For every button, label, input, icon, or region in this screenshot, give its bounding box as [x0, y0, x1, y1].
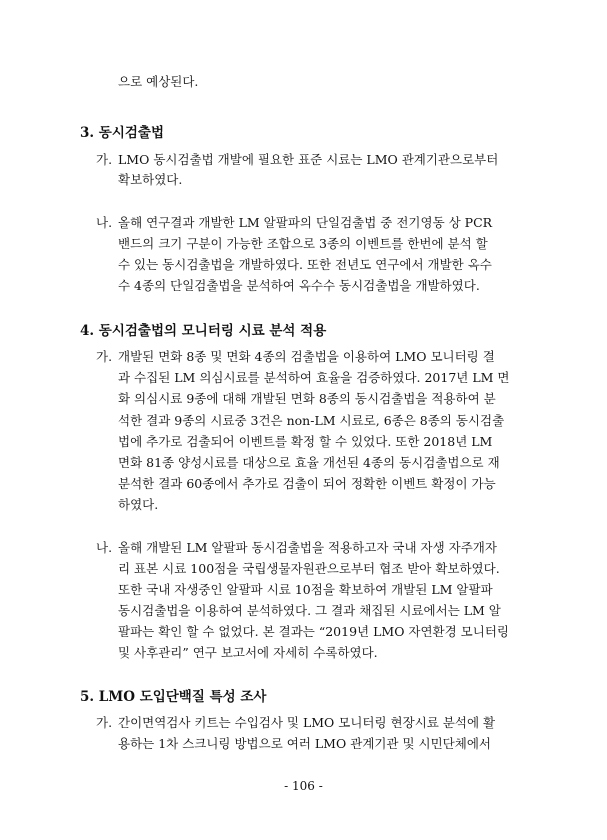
paragraph-line: 개발된 면화 8종 및 면화 4종의 검출법을 이용하여 LMO 모니터링 결	[118, 349, 495, 364]
paragraph-line: 수 4종의 단일검출법을 분석하여 옥수수 동시검출법을 개발하였다.	[118, 278, 480, 293]
item-marker: 나.	[96, 540, 113, 555]
paragraph-line: 올해 연구결과 개발한 LM 알팔파의 단일검출법 중 전기영동 상 PCR	[118, 215, 493, 230]
paragraph-line: 확보하였다.	[118, 172, 183, 187]
paragraph-line: 과 수집된 LM 의심시료를 분석하여 효율을 검증하였다. 2017년 LM 면	[118, 370, 510, 385]
paragraph-line: 으로 예상된다.	[118, 74, 199, 89]
paragraph-line: 분석한 결과 60종에서 추가로 검출이 되어 정확한 이벤트 확정이 가능	[118, 476, 496, 491]
page-number: - 106 -	[284, 779, 323, 793]
paragraph-line: 올해 개발된 LM 알팔파 동시검출법을 적용하고자 국내 자생 자주개자	[118, 540, 497, 555]
section-heading: 5. LMO 도입단백질 특성 조사	[80, 689, 267, 705]
item-marker: 가.	[96, 349, 113, 364]
paragraph-line: 리 표본 시료 100점을 국립생물자원관으로부터 협조 받아 확보하였다.	[118, 561, 500, 576]
paragraph-line: LMO 동시검출법 개발에 필요한 표준 시료는 LMO 관계기관으로부터	[118, 152, 499, 167]
paragraph-line: 팔파는 확인 할 수 없었다. 본 결과는 “2019년 LMO 자연환경 모니터링	[118, 624, 509, 639]
section-heading: 3. 동시검출법	[80, 125, 164, 141]
paragraph-line: 및 사후관리” 연구 보고서에 자세히 수록하였다.	[118, 645, 378, 660]
item-marker: 가.	[96, 715, 113, 730]
paragraph-line: 하였다.	[118, 497, 159, 512]
item-marker: 가.	[96, 152, 113, 167]
section-heading: 4. 동시검출법의 모니터링 시료 분석 적용	[80, 323, 327, 339]
paragraph-line: 석한 결과 9종의 시료중 3건은 non-LM 시료로, 6종은 8종의 동시검출	[118, 413, 505, 428]
paragraph-line: 수 있는 동시검출법을 개발하였다. 또한 전년도 연구에서 개발한 옥수	[118, 257, 492, 272]
paragraph-line: 동시검출법을 이용하여 분석하였다. 그 결과 채집된 시료에서는 LM 알	[118, 603, 501, 618]
paragraph-line: 또한 국내 자생중인 알팔파 시료 10점을 확보하여 개발된 LM 알팔파	[118, 582, 493, 597]
paragraph-line: 화 의심시료 9종에 대해 개발된 면화 8종의 동시검출법을 적용하여 분	[118, 391, 496, 406]
paragraph-line: 용하는 1차 스크니링 방법으로 여러 LMO 관계기관 및 시민단체에서	[118, 736, 491, 751]
paragraph-line: 밴드의 크기 구분이 가능한 조합으로 3종의 이벤트를 한번에 분석 할	[118, 236, 488, 251]
paragraph-line: 법에 추가로 검출되어 이벤트를 확정 할 수 있었다. 또한 2018년 LM	[118, 434, 493, 449]
item-marker: 나.	[96, 215, 113, 230]
paragraph-line: 면화 81종 양성시료를 대상으로 효율 개선된 4종의 동시검출법으로 재	[118, 455, 500, 470]
paragraph-line: 간이면역검사 키트는 수입검사 및 LMO 모니터링 현장시료 분석에 활	[118, 715, 496, 730]
